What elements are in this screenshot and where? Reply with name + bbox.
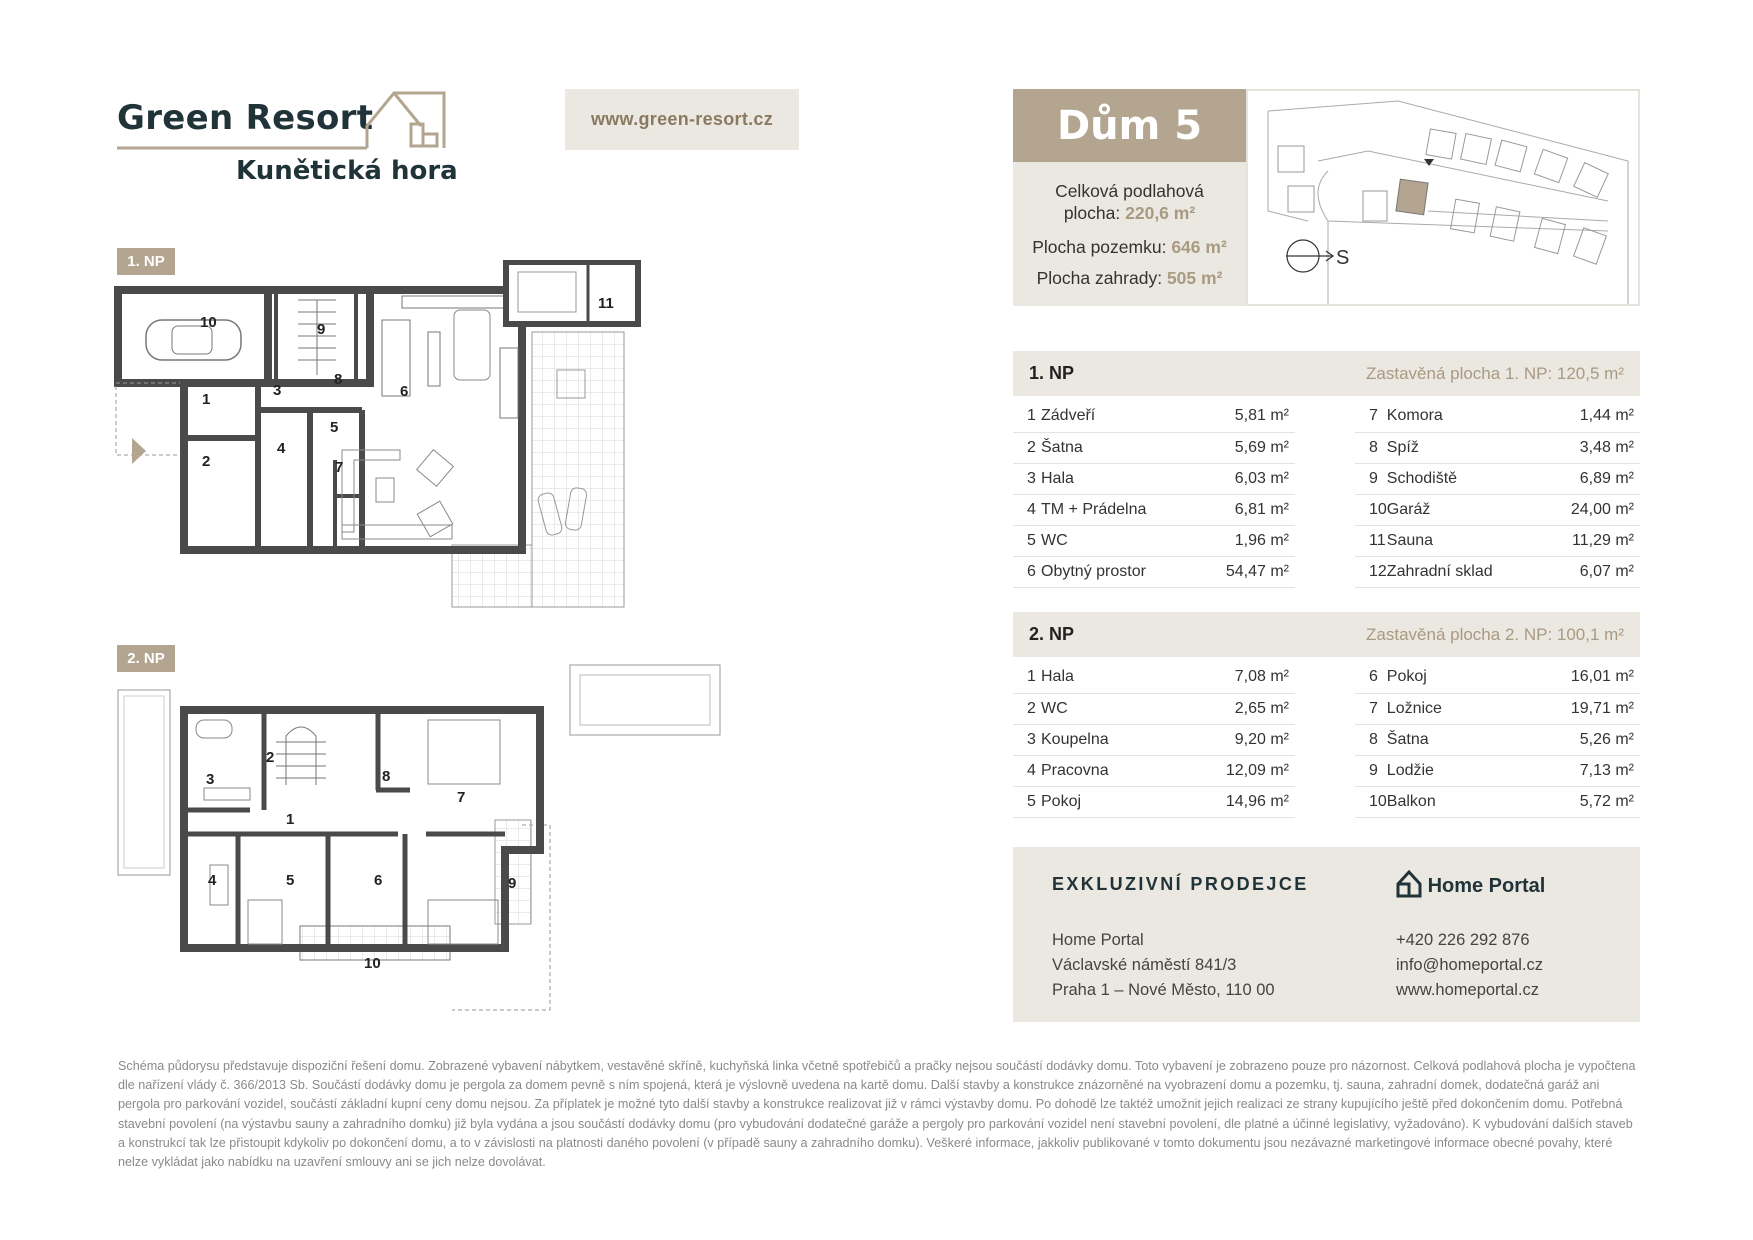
address-line: Home Portal: [1052, 931, 1144, 949]
room-number: 9: [1355, 755, 1387, 786]
room-number: 2: [1013, 432, 1041, 463]
np1-label-3: 3: [273, 382, 282, 399]
room-row: [1355, 724, 1640, 755]
room-name: Schodiště: [1387, 463, 1540, 494]
room-area: 2,65 m²: [1167, 693, 1295, 724]
np1-label-11: 11: [598, 295, 614, 312]
room-number: 9: [1355, 463, 1387, 494]
room-number: 8: [1355, 724, 1387, 755]
address-line: Václavské náměstí 841/3: [1052, 956, 1237, 974]
room-number: 4: [1013, 755, 1041, 786]
room-number: 5: [1013, 786, 1041, 817]
total-area-value: 220,6 m²: [1125, 203, 1196, 223]
room-area: 54,47 m²: [1194, 556, 1295, 587]
room-area: 3,48 m²: [1540, 432, 1640, 463]
np2-label-3: 3: [206, 771, 215, 788]
room-name: Lodžie: [1387, 755, 1499, 786]
email-link[interactable]: info@homeportal.cz: [1396, 956, 1543, 974]
room-row: [1013, 786, 1295, 817]
total-area-label: Celková podlahová: [1055, 181, 1204, 201]
np1-label-2: 2: [202, 453, 211, 470]
room-name: Ložnice: [1387, 693, 1499, 724]
room-row: [1013, 556, 1295, 587]
room-area: 11,29 m²: [1540, 525, 1640, 556]
room-row: [1355, 693, 1640, 724]
np1-rooms-left: [1013, 401, 1295, 588]
room-area: 16,01 m²: [1499, 662, 1640, 693]
np2-label-9: 9: [508, 875, 517, 892]
room-area: 6,07 m²: [1540, 556, 1640, 587]
highlighted-plot: [1396, 179, 1428, 215]
site-map: [1246, 89, 1640, 306]
floor-plan-np2: [110, 660, 730, 1025]
room-name: Komora: [1387, 401, 1540, 432]
np1-label-9: 9: [317, 321, 326, 338]
room-number: 4: [1013, 494, 1041, 525]
room-number: 8: [1355, 432, 1387, 463]
website-link[interactable]: www.green-resort.cz: [565, 89, 799, 150]
room-name: Garáž: [1387, 494, 1540, 525]
room-number: 7: [1355, 401, 1387, 432]
phone-link[interactable]: +420 226 292 876: [1396, 931, 1530, 949]
room-row: [1355, 463, 1640, 494]
compass-label: S: [1336, 247, 1350, 269]
room-area: 6,89 m²: [1540, 463, 1640, 494]
room-area: 5,72 m²: [1499, 786, 1640, 817]
garden-area-value: 505 m²: [1166, 268, 1223, 288]
room-area: 7,13 m²: [1499, 755, 1640, 786]
room-name: Pokoj: [1041, 786, 1167, 817]
room-name: Zahradní sklad: [1387, 556, 1540, 587]
room-row: [1013, 755, 1295, 786]
np2-label-10: 10: [364, 955, 381, 972]
garden-area-row: Plocha zahrady: 505 m²: [1036, 268, 1223, 288]
room-row: [1013, 693, 1295, 724]
room-name: Sauna: [1387, 525, 1540, 556]
home-portal-icon: [1396, 870, 1422, 898]
np2-label-1: 1: [286, 811, 295, 828]
room-row: [1013, 494, 1295, 525]
room-row: [1013, 724, 1295, 755]
np1-label-10: 10: [200, 314, 217, 331]
seller-heading: EXKLUZIVNÍ PRODEJCE: [1052, 874, 1309, 894]
np2-label-8: 8: [382, 768, 391, 785]
room-area: 5,69 m²: [1194, 432, 1295, 463]
room-name: Obytný prostor: [1041, 556, 1194, 587]
np2-label-5: 5: [286, 872, 295, 889]
room-area: 7,08 m²: [1167, 662, 1295, 693]
np2-rooms-left: [1013, 662, 1295, 818]
home-portal-name: Home Portal: [1427, 875, 1546, 897]
room-name: Hala: [1041, 463, 1194, 494]
np2-label-6: 6: [374, 872, 383, 889]
plot-area-value: 646 m²: [1171, 237, 1227, 257]
np1-label-1: 1: [202, 391, 211, 408]
room-name: Hala: [1041, 662, 1167, 693]
room-name: Pracovna: [1041, 755, 1167, 786]
room-row: [1355, 401, 1640, 432]
np1-label-8: 8: [334, 371, 343, 388]
room-name: WC: [1041, 693, 1167, 724]
np2-section-title: 2. NP: [1029, 624, 1075, 644]
room-name: TM + Prádelna: [1041, 494, 1194, 525]
room-row: [1013, 463, 1295, 494]
room-name: Šatna: [1041, 432, 1194, 463]
home-portal-logo: [1396, 870, 1545, 898]
room-area: 5,81 m²: [1194, 401, 1295, 432]
room-area: 14,96 m²: [1167, 786, 1295, 817]
room-row: [1013, 401, 1295, 432]
room-area: 9,20 m²: [1167, 724, 1295, 755]
room-row: [1013, 525, 1295, 556]
room-row: [1013, 662, 1295, 693]
room-area: 6,81 m²: [1194, 494, 1295, 525]
seller-address: [1052, 928, 1275, 1003]
room-row: [1355, 525, 1640, 556]
room-number: 5: [1013, 525, 1041, 556]
room-name: Pokoj: [1387, 662, 1499, 693]
floor-tag-np1: 1. NP: [117, 248, 175, 275]
room-number: 1: [1013, 662, 1041, 693]
room-area: 1,96 m²: [1194, 525, 1295, 556]
room-row: [1355, 556, 1640, 587]
np1-label-5: 5: [330, 419, 339, 436]
room-number: 3: [1013, 724, 1041, 755]
room-area: 24,00 m²: [1540, 494, 1640, 525]
room-area: 12,09 m²: [1167, 755, 1295, 786]
floor-plan-np1: [110, 260, 730, 620]
web-link[interactable]: www.homeportal.cz: [1396, 981, 1540, 999]
room-area: 1,44 m²: [1540, 401, 1640, 432]
room-number: 12: [1355, 556, 1387, 587]
brand-name: Green Resort: [117, 98, 374, 138]
house-info-panel: [1013, 162, 1246, 306]
room-number: 11: [1355, 525, 1387, 556]
np2-built-area: Zastavěná plocha 2. NP: 100,1 m²: [1366, 624, 1624, 644]
total-area-row: plocha: 220,6 m²: [1063, 203, 1196, 223]
address-line: Praha 1 – Nové Město, 110 00: [1052, 981, 1275, 999]
room-row: [1355, 494, 1640, 525]
np2-rooms-right: [1355, 662, 1640, 818]
room-area: 19,71 m²: [1499, 693, 1640, 724]
room-name: Koupelna: [1041, 724, 1167, 755]
room-row: [1355, 432, 1640, 463]
room-row: [1355, 786, 1640, 817]
np2-label-4: 4: [208, 872, 217, 889]
room-name: Šatna: [1387, 724, 1499, 755]
room-number: 1: [1013, 401, 1041, 432]
room-number: 7: [1355, 693, 1387, 724]
np1-section-title: 1. NP: [1029, 363, 1075, 383]
np1-built-area: Zastavěná plocha 1. NP: 120,5 m²: [1366, 363, 1624, 383]
np1-label-7: 7: [335, 459, 344, 476]
room-name: Spíž: [1387, 432, 1540, 463]
np2-section-header: [1013, 612, 1640, 657]
room-number: 6: [1013, 556, 1041, 587]
np2-label-2: 2: [266, 749, 275, 766]
room-area: 6,03 m²: [1194, 463, 1295, 494]
seller-contacts: [1396, 928, 1543, 1003]
room-row: [1355, 755, 1640, 786]
room-number: 2: [1013, 693, 1041, 724]
brand-location: Kunětická hora: [236, 156, 458, 186]
room-row: [1013, 432, 1295, 463]
room-number: 3: [1013, 463, 1041, 494]
plot-area-row: Plocha pozemku: 646 m²: [1032, 237, 1227, 257]
np1-rooms-right: [1355, 401, 1640, 588]
room-number: 6: [1355, 662, 1387, 693]
floor-tag-np2: 2. NP: [117, 645, 175, 672]
disclaimer-text: Schéma půdorysu představuje dispoziční řešení domu. Zobrazené vybavení nábytkem, vestavěné skříně, kuchyňská linka včetně spotřebičů a pračky nejsou součástí dodávky domu. Toto vybavení je zobrazeno pouze pro názornost. Celková podlahová plocha je vypočtena dle nařízení vlády č. 366/2013 Sb. Součástí dodávky domu je pergola za domem pevně s ním spojená, která je výslovně uvedena na kartě domu. Další stavby a konstrukce znázorněné na vyobrazení domu a pozemku, tj. sauna, zahradní domek, dodatečná garáž ani pergola pro parkování vozidel, součástí základní kupní ceny domu nejsou. Za příplatek je možné tyto další stavby a konstrukce realizovat již v rámci výstavby domu. Po dohodě lze taktéž umožnit jejich realizaci ze strany kupujícího ještě před dokončením domu. Potřebná stavební povolení (na výstavbu sauny a zahradního domku) již byla vydána a jsou součástí dodávky domu (pro vybudování dodatečné garáže a pergoly pro parkování vozidel není stavební povolení, dle platné a účinné legislativy, vyžadováno). K vybudování dalších staveb a konstrukcí tak lze přistoupit kdykoliv po dokončení domu, a to v závislosti na platnosti daného povolení (v případě sauny a zahradního domku). Veškeré informace, jakkoliv publikované v tomto dokumentu jsou nezávazné marketingové informace obecné povahy, které nelze vykládat jako nabídku na uzavření smlouvy ani se jich nelze dovolávat.: [118, 1059, 1636, 1170]
room-row: [1355, 662, 1640, 693]
room-number: 10: [1355, 494, 1387, 525]
room-area: 5,26 m²: [1499, 724, 1640, 755]
np1-label-4: 4: [277, 440, 286, 457]
room-name: WC: [1041, 525, 1194, 556]
room-name: Balkon: [1387, 786, 1499, 817]
np1-label-6: 6: [400, 383, 409, 400]
room-number: 10: [1355, 786, 1387, 817]
room-name: Zádveří: [1041, 401, 1194, 432]
np2-label-7: 7: [457, 789, 466, 806]
np1-section-header: [1013, 351, 1640, 396]
house-title: Dům 5: [1013, 89, 1246, 162]
house-logo-icon: [117, 88, 447, 154]
